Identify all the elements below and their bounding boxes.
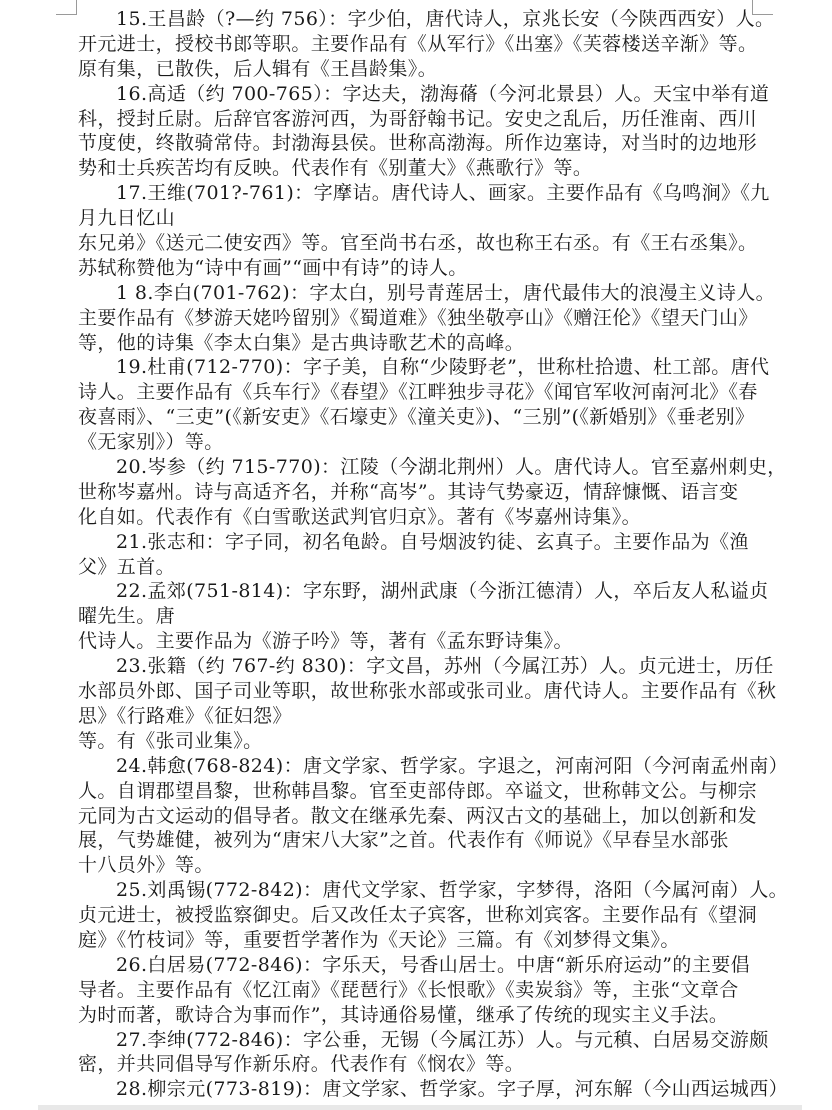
text-line: 1 8.李白(701-762)：字太白，别号青莲居士，唐代最伟大的浪漫主义诗人。 [116,281,776,304]
text-line: 化自如。代表作有《白雪歌送武判官归京》。著有《岑嘉州诗集》。 [78,505,642,528]
text-line: 夜喜雨》、“三吏”(《新安吏》《石壕吏》《潼关吏》)、“三别”(《新婚别》《垂老别》 [78,406,755,429]
document-page [78,7,788,1102]
text-line: 21.张志和：字子同，初名龟龄。自号烟波钓徒、玄真子。主要作品为《渔 [116,530,749,553]
text-line: 原有集，已散佚，后人辑有《王昌龄集》。 [78,57,438,80]
text-line: 24.韩愈(768-824)：唐文学家、哲学家。字退之，河南河阳（今河南孟州南） [116,754,788,777]
text-line: 元同为古文运动的倡导者。散文在继承先秦、两汉古文的基础上，加以创新和发 [78,804,758,827]
text-line: 诗人。主要作品有《兵车行》《春望》《江畔独步寻花》《闻官军收河南河北》《春 [78,381,758,404]
text-line: 开元进士，授校书郎等职。主要作品有《从军行》《出塞》《芙蓉楼送辛渐》等。 [78,32,758,55]
text-line: 密，并共同倡导写作新乐府。代表作有《悯农》等。 [78,1053,525,1076]
text-line: 15.王昌龄（?—约 756）：字少伯，唐代诗人，京兆长安（今陕西西安）人。 [116,8,775,30]
text-line: 17.王维(701?-761)：字摩诘。唐代诗人、画家。主要作品有《乌鸣涧》《九 [116,182,770,205]
text-line: 等，他的诗集《李太白集》是古典诗歌艺术的高峰。 [78,331,525,354]
text-line: 25.刘禹锡(772-842)：唐代文学家、哲学家，字梦得，洛阳（今属河南）人。 [116,879,788,902]
text-line: 23.张籍（约 767-约 830)：字文昌，苏州（今属江苏）人。贞元进士，历任 [116,655,774,678]
text-line: 贞元进士，被授监察御史。后又改任太子宾客，世称刘宾客。主要作品有《望洞 [78,904,758,927]
text-line: 东兄弟》《送元二使安西》等。官至尚书右丞，故也称王右丞。有《王右丞集》。 [78,232,758,255]
text-line: 水部员外郎、国子司业等职，故世称张水部或张司业。唐代诗人。主要作品有《秋 [78,680,777,703]
text-line: 父》五首。 [78,555,176,578]
text-line: 导者。主要作品有《忆江南》《琵琶行》《长恨歌》《卖炭翁》等，主张“文章合 [78,978,739,1001]
text-line: 节度使，终散骑常侍。封渤海县侯。世称高渤海。所作边塞诗，对当时的边地形 [78,132,758,155]
text-line: 16.高适（约 700-765）：字达夫，渤海蓨（今河北景县）人。天宝中举有道 [116,82,770,105]
text-line: 22.孟郊(751-814)：字东野，湖州武康（今浙江德清）人，卒后友人私谥贞 [116,580,769,603]
text-line: 27.李绅(772-846)：字公垂，无锡（今属江苏）人。与元稹、白居易交游颇 [116,1028,769,1051]
text-line: 势和士兵疾苦均有反映。代表作有《别董大》《燕歌行》等。 [78,157,593,180]
text-line: 十八员外》等。 [78,854,214,877]
text-line: 曜先生。唐 [78,605,176,628]
text-line: 26.白居易(772-846)：字乐天，号香山居士。中唐“新乐府运动”的主要倡 [116,953,751,976]
text-line: 19.杜甫(712-770)：字子美，自称“少陵野老”，世称杜拾遗、杜工部。唐代 [116,356,770,379]
text-line: 等。有《张司业集》。 [78,729,263,752]
text-line: 《无家别》）等。 [78,431,224,454]
text-line: 庭》《竹枝词》等，重要哲学著作为《天论》三篇。有《刘梦得文集》。 [78,928,680,951]
text-line: 科，授封丘尉。后辞官客游河西，为哥舒翰书记。安史之乱后，历任淮南、西川 [78,107,758,130]
text-line: 月九日忆山 [78,207,176,230]
text-line: 世称岑嘉州。诗与高适齐名，并称“高岑”。其诗气势豪迈，情辞慷慨、语言变 [78,480,739,503]
page-corner-mark-left [56,0,77,15]
text-line: 展，气势雄健，被列为“唐宋八大家”之首。代表作有《师说》《早春呈水部张 [78,829,729,852]
text-line: 代诗人。主要作品为《游子吟》等，著有《孟东野诗集》。 [78,630,573,653]
text-line: 28.柳宗元(773-819)：唐文学家、哲学家。字子厚，河东解（今山西运城西） [116,1078,788,1101]
horizontal-scrollbar[interactable] [38,1105,802,1110]
text-line: 主要作品有《梦游天姥吟留别》《蜀道难》《独坐敬亭山》《赠汪伦》《望天门山》 [78,306,758,329]
text-line: 20.岑参（约 715-770)：江陵（今湖北荆州）人。唐代诗人。官至嘉州刺史， [116,456,787,479]
text-line: 思》《行路难》《征妇怨》 [78,704,292,727]
text-line: 人。自谓郡望昌黎，世称韩昌黎。官至吏部侍郎。卒谥文，世称韩文公。与柳宗 [78,779,758,802]
text-line: 为时而著，歌诗合为事而作”，其诗通俗易懂，继承了传统的现实主义手法。 [78,1003,729,1026]
text-line: 苏轼称赞他为“诗中有画”“画中有诗”的诗人。 [78,256,468,279]
